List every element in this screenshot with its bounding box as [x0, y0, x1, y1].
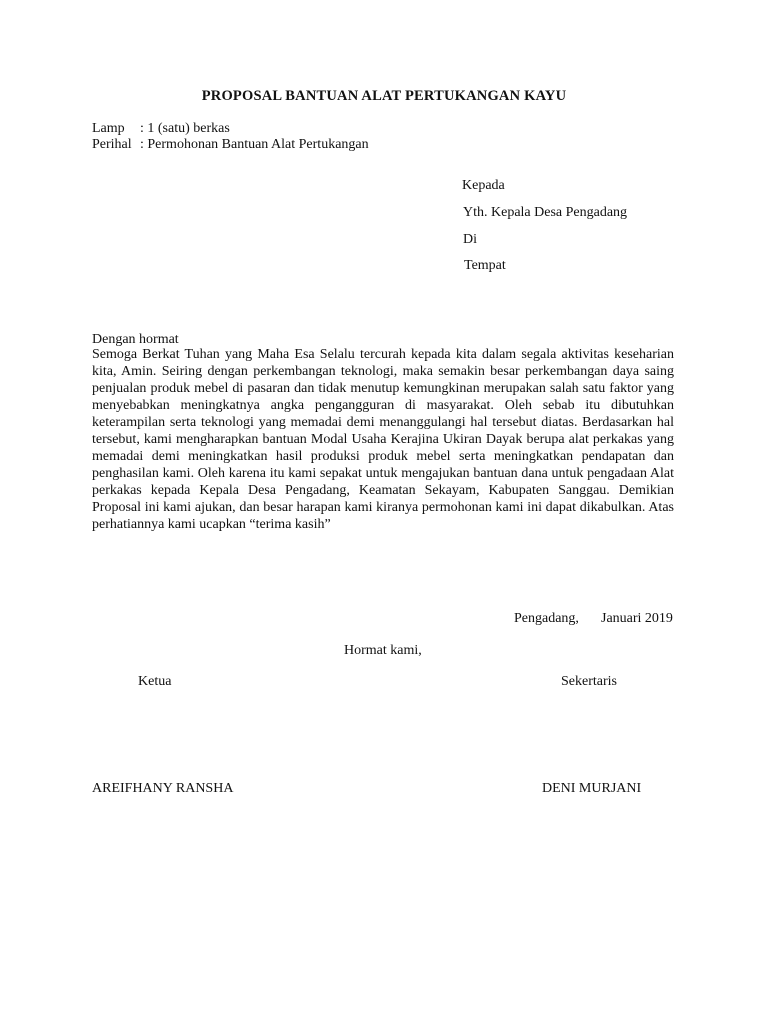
lamp-row: [92, 120, 230, 137]
recipient-tempat: Tempat: [464, 258, 506, 273]
document-title: PROPOSAL BANTUAN ALAT PERTUKANGAN KAYU: [201, 88, 567, 104]
perihal-label: Perihal: [92, 137, 132, 152]
recipient-name: Yth. Kepala Desa Pengadang: [463, 205, 628, 220]
lamp-label: Lamp: [92, 121, 125, 136]
lamp-value: : 1 (satu) berkas: [140, 121, 230, 136]
recipient-kepada: Kepada: [462, 178, 505, 193]
left-signatory-role: Ketua: [138, 674, 172, 689]
perihal-row: [92, 136, 369, 153]
closing-date: Januari 2019: [601, 611, 673, 626]
perihal-value: : Permohonan Bantuan Alat Pertukangan: [140, 137, 369, 152]
right-signatory-role: Sekertaris: [561, 674, 617, 689]
greeting: Dengan hormat: [92, 332, 179, 347]
closing-regards: Hormat kami,: [344, 643, 422, 658]
right-signatory-name: DENI MURJANI: [542, 781, 642, 796]
closing-place: Pengadang,: [514, 611, 579, 626]
recipient-di: Di: [463, 232, 477, 247]
left-signatory-name: AREIFHANY RANSHA: [92, 781, 234, 796]
body-paragraph: Semoga Berkat Tuhan yang Maha Esa Selalu tercurah kepada kita dalam segala aktivitas keseharian kita, Amin. Seiring dengan perkembangan teknologi, maka semakin besar perkembangan daya saing penjualan produk mebel di pasaran dan tidak menutup kemungkinan merupakan salah satu faktor yang menyebabkan meningkatnya angka pengangguran di masyarakat. Oleh sebab itu dibutuhkan keterampilan serta teknologi yang memadai demi menanggulangi hal tersebut diatas. Berdasarkan hal tersebut, kami mengharapkan bantuan Modal Usaha Kerajina Ukiran Dayak berupa alat perkakas yang memadai demi meningkatkan hasil produksi produk mebel serta meningkatkan pendapatan dan penghasilan kami. Oleh karena itu kami sepakat untuk mengajukan bantuan dana untuk pengadaan Alat perkakas kepada Kepala Desa Pengadang, Keamatan Sekayam, Kabupaten Sanggau. Demikian Proposal ini kami ajukan, dan besar harapan kami kiranya permohonan kami ini dapat dikabulkan. Atas perhatiannya kami ucapkan “terima kasih”: [92, 347, 674, 532]
